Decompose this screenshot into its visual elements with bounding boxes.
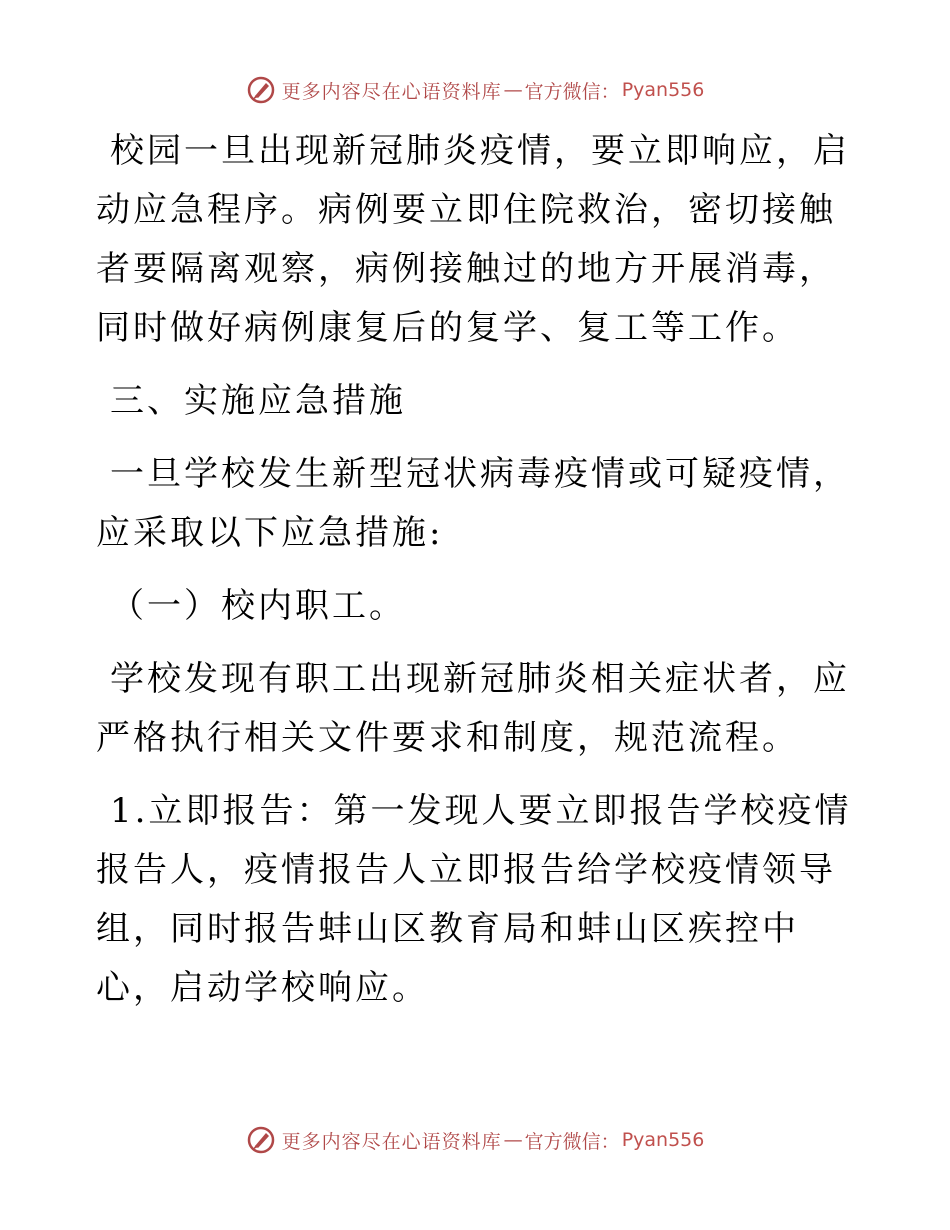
watermark-wechat-id: Pyan556 — [621, 79, 705, 101]
footer-watermark — [0, 1123, 950, 1157]
header-watermark — [0, 73, 950, 107]
paragraph-staff: 学校发现有职工出现新冠肺炎相关症状者，应严格执行相关文件要求和制度，规范流程。 — [96, 659, 850, 758]
watermark-separator: — — [503, 79, 523, 101]
brush-pen-logo-icon — [246, 1125, 276, 1155]
section-heading: 三、实施应急措施 — [110, 381, 406, 421]
brush-pen-logo-icon — [246, 75, 276, 105]
paragraph-report: 1.立即报告：第一发现人要立即报告学校疫情报告人，疫情报告人立即报告给学校疫情领导组，同时报告蚌山区教育局和蚌山区疾控中心，启动学校响应。 — [96, 791, 852, 1008]
watermark-separator: — — [503, 1129, 523, 1151]
watermark-label: 官方微信： — [524, 1130, 620, 1153]
paragraph-measures: 一旦学校发生新型冠状病毒疫情或可疑疫情，应采取以下应急措施: — [96, 454, 850, 553]
watermark-text: 更多内容尽在心语资料库 — [281, 80, 502, 103]
subsection-heading: （一）校内职工。 — [110, 586, 406, 626]
paragraph-intro: 校园一旦出现新冠肺炎疫情，要立即响应，启动应急程序。病例要立即住院救治，密切接触者要隔离观察，病例接触过的地方开展消毒，同时做好病例康复后的复学、复工等工作。 — [96, 131, 850, 348]
document-body — [96, 122, 856, 1032]
watermark-label: 官方微信： — [524, 80, 620, 103]
watermark-text: 更多内容尽在心语资料库 — [281, 1130, 502, 1153]
watermark-wechat-id: Pyan556 — [621, 1129, 705, 1151]
